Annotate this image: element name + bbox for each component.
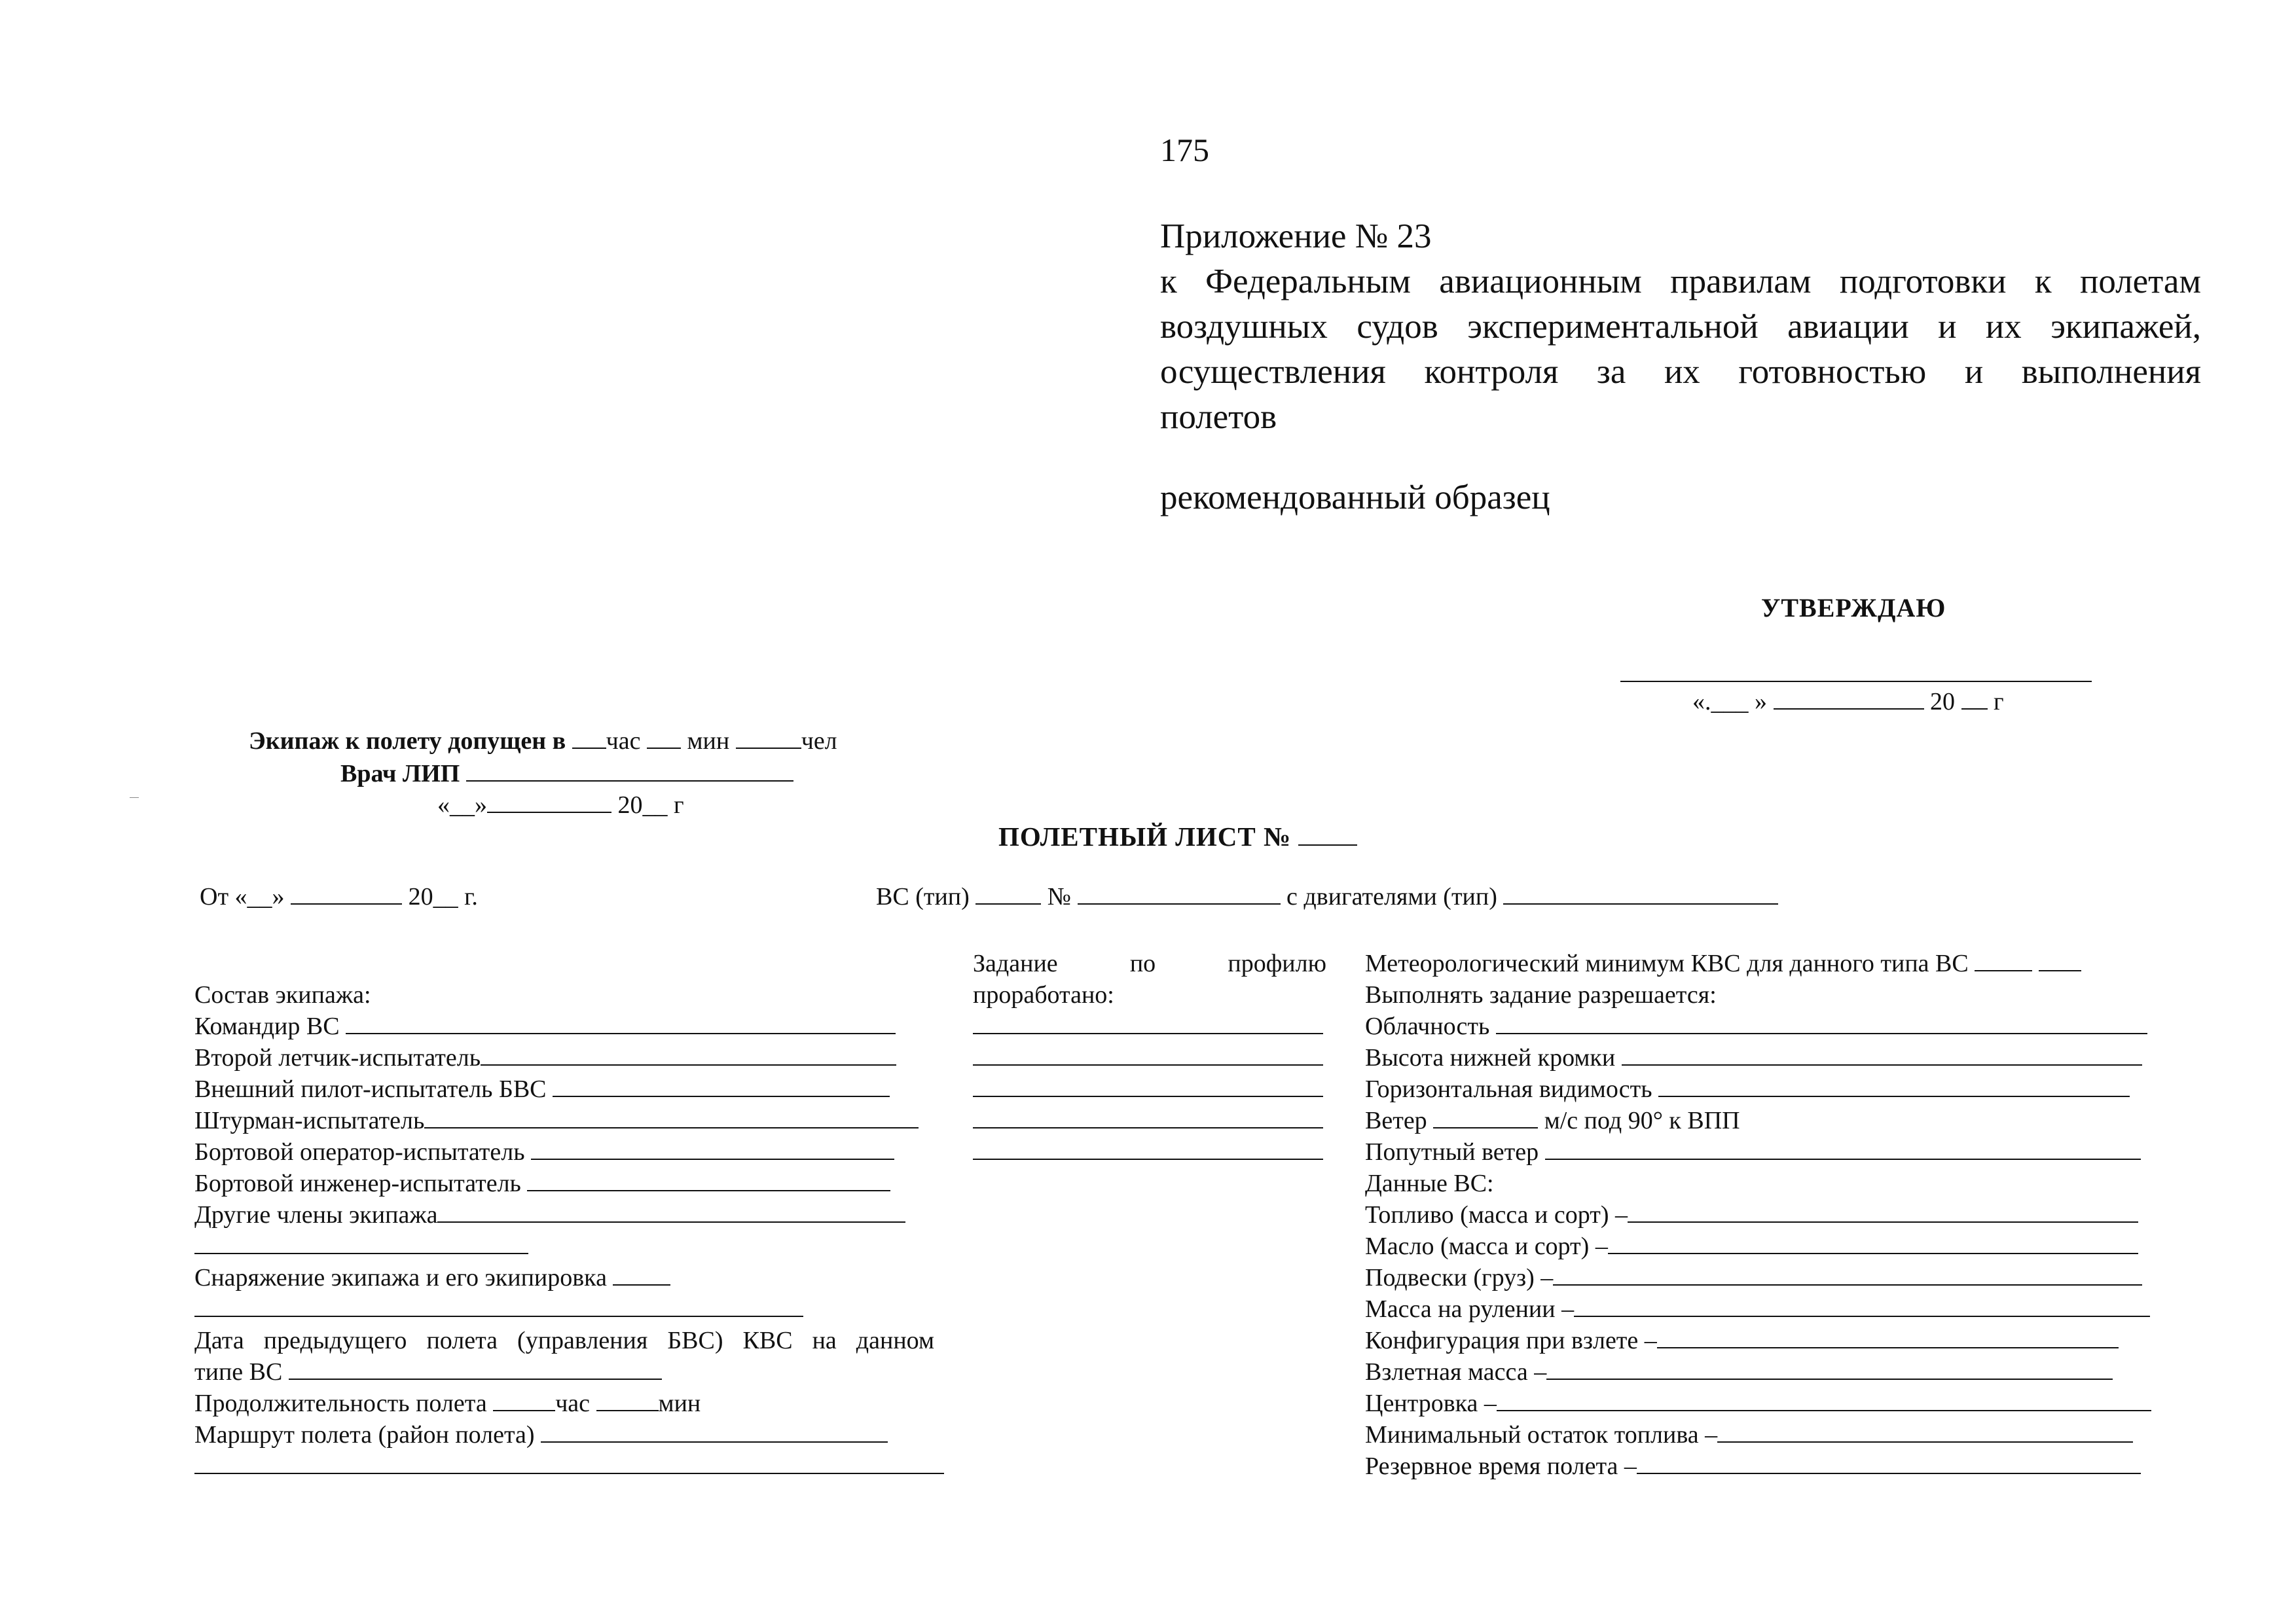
- crew-clearance: [249, 725, 837, 755]
- navigator-field[interactable]: [424, 1105, 919, 1128]
- doctor-date-suffix: г: [674, 791, 684, 819]
- crew-member-label: Штурман-испытатель: [194, 1107, 425, 1134]
- flight-sheet-title-text: ПОЛЕТНЫЙ ЛИСТ №: [998, 821, 1292, 852]
- doctor-month-field[interactable]: [487, 789, 611, 813]
- task-line-3: [973, 1074, 1326, 1105]
- taxi-mass-field[interactable]: [1574, 1293, 2150, 1317]
- wind-field[interactable]: [1433, 1105, 1538, 1128]
- reserve-time-label: Резервное время полета –: [1365, 1453, 1637, 1480]
- equipment-extra-line: [194, 1293, 947, 1325]
- annex-line-2: воздушных судов экспериментальной авиации и их экипажей,: [1160, 308, 2201, 346]
- min-fuel-label: Минимальный остаток топлива –: [1365, 1421, 1718, 1449]
- sheet-date-prefix: От «__»: [200, 883, 285, 911]
- engines-label: с двигателями (тип): [1286, 883, 1497, 911]
- crew-member-label: Второй летчик-испытатель: [194, 1044, 481, 1072]
- operator-field[interactable]: [531, 1136, 894, 1160]
- aircraft-number-label: №: [1047, 883, 1072, 911]
- minimum-row: [1365, 948, 2183, 979]
- oil-row: [1365, 1231, 2183, 1262]
- task-heading-row-2: [973, 979, 1326, 1011]
- task-field-3[interactable]: [973, 1074, 1323, 1097]
- task-field-4[interactable]: [973, 1105, 1323, 1128]
- doctor-label: Врач ЛИП: [340, 760, 460, 787]
- crew-extra-line: [194, 1231, 947, 1262]
- task-field-5[interactable]: [973, 1136, 1323, 1160]
- takeoff-mass-field[interactable]: [1546, 1356, 2113, 1380]
- crew-clearance-label: Экипаж к полету допущен в: [249, 727, 566, 755]
- payload-row: [1365, 1262, 2183, 1293]
- sheet-date-year: 20__: [408, 883, 458, 911]
- min-fuel-row: [1365, 1419, 2183, 1451]
- config-label: Конфигурация при взлете –: [1365, 1327, 1657, 1354]
- minimum-field-1[interactable]: [1975, 948, 2032, 971]
- config-field[interactable]: [1657, 1325, 2119, 1348]
- minimum-label: Метеорологический минимум КВС для данного типа ВС: [1365, 950, 1969, 977]
- duration-hour-field[interactable]: [493, 1388, 555, 1411]
- task-line-1: [973, 1011, 1326, 1042]
- previous-flight-label-2: типе ВС: [194, 1358, 283, 1386]
- previous-flight-field[interactable]: [289, 1356, 662, 1380]
- oil-field[interactable]: [1608, 1231, 2138, 1254]
- tailwind-label: Попутный ветер: [1365, 1138, 1539, 1166]
- annex-line-1: к Федеральным авиационным правилам подготовки к полетам: [1160, 262, 2201, 300]
- clearance-people-field[interactable]: [736, 725, 801, 749]
- doctor-signature-field[interactable]: [466, 758, 793, 782]
- crew-member-label: Бортовой инженер-испытатель: [194, 1170, 521, 1197]
- equipment-extra-field[interactable]: [194, 1293, 803, 1317]
- crew-column: [194, 979, 947, 1482]
- aircraft-type-field[interactable]: [975, 881, 1041, 905]
- approval-signature-line[interactable]: [1620, 681, 2092, 682]
- taxi-mass-label: Масса на рулении –: [1365, 1295, 1575, 1323]
- takeoff-mass-label: Взлетная масса –: [1365, 1358, 1547, 1386]
- task-heading: Задание по профилю: [973, 950, 1326, 977]
- flight-sheet-number-field[interactable]: [1298, 822, 1357, 846]
- takeoff-mass-row: [1365, 1356, 2183, 1388]
- payload-field[interactable]: [1553, 1262, 2142, 1286]
- clearance-hour-label: час: [606, 727, 641, 755]
- min-fuel-field[interactable]: [1717, 1419, 2133, 1443]
- margin-mark: [130, 797, 139, 798]
- doctor-signature: [340, 758, 793, 788]
- reserve-time-row: [1365, 1451, 2183, 1482]
- task-field-2[interactable]: [973, 1042, 1323, 1066]
- approval-date-day: «.___ »: [1692, 688, 1767, 715]
- sample-label: рекомендованный образец: [1160, 478, 1550, 516]
- task-heading-2: проработано:: [973, 981, 1114, 1009]
- doctor-date: [437, 789, 684, 820]
- task-line-2: [973, 1042, 1326, 1074]
- minimum-field-2[interactable]: [2039, 948, 2081, 971]
- aircraft-data-row: [1365, 1168, 2183, 1199]
- approval-date: [1692, 686, 2004, 716]
- visibility-label: Горизонтальная видимость: [1365, 1075, 1652, 1103]
- duration-label: Продолжительность полета: [194, 1390, 487, 1417]
- clouds-field[interactable]: [1496, 1011, 2147, 1034]
- doctor-date-day: «__»: [437, 791, 487, 819]
- second-pilot-field[interactable]: [481, 1042, 896, 1066]
- sheet-date-suffix: г.: [464, 883, 478, 911]
- previous-flight-row-2: [194, 1356, 947, 1388]
- duration-hour-label: час: [555, 1390, 591, 1417]
- route-row: [194, 1419, 947, 1451]
- crew-extra-field[interactable]: [194, 1231, 528, 1254]
- equipment-row: [194, 1262, 947, 1293]
- crew-member-external-pilot: [194, 1074, 947, 1105]
- others-field[interactable]: [437, 1199, 905, 1223]
- approval-date-suffix: г: [1994, 688, 2004, 715]
- crew-member-label: Командир ВС: [194, 1013, 340, 1040]
- task-heading-row: [973, 948, 1326, 979]
- clouds-row: [1365, 1011, 2183, 1042]
- config-row: [1365, 1325, 2183, 1356]
- aircraft-data-label: Данные ВС:: [1365, 1170, 1494, 1197]
- aircraft-type-label: ВС (тип): [876, 883, 970, 911]
- aircraft-row: [876, 881, 1778, 911]
- crew-member-label: Внешний пилот-испытатель БВС: [194, 1075, 547, 1103]
- wind-label: Ветер: [1365, 1107, 1427, 1134]
- crew-member-second-pilot: [194, 1042, 947, 1074]
- weather-column: [1365, 948, 2183, 1482]
- annex-line-4: полетов: [1160, 398, 1277, 436]
- commander-field[interactable]: [346, 1011, 896, 1034]
- crew-member-commander: [194, 1011, 947, 1042]
- task-field-1[interactable]: [973, 1011, 1323, 1034]
- crew-member-others: [194, 1199, 947, 1231]
- sheet-month-field[interactable]: [291, 881, 402, 905]
- annex-title: Приложение № 23: [1160, 217, 1432, 255]
- aircraft-number-field[interactable]: [1078, 881, 1281, 905]
- clearance-hour-field[interactable]: [572, 725, 606, 749]
- route-field[interactable]: [541, 1419, 888, 1443]
- duration-min-label: мин: [658, 1390, 701, 1417]
- cloud-base-row: [1365, 1042, 2183, 1074]
- clearance-minute-field[interactable]: [647, 725, 681, 749]
- equipment-label: Снаряжение экипажа и его экипировка: [194, 1264, 607, 1291]
- cg-row: [1365, 1388, 2183, 1419]
- cloud-base-field[interactable]: [1622, 1042, 2142, 1066]
- annex-header: [1160, 214, 2201, 440]
- sheet-date-row: [200, 881, 478, 911]
- duration-row: [194, 1388, 947, 1419]
- reserve-time-field[interactable]: [1637, 1451, 2141, 1474]
- visibility-row: [1365, 1074, 2183, 1105]
- crew-member-operator: [194, 1136, 947, 1168]
- approval-month-field[interactable]: [1774, 686, 1924, 710]
- wind-suffix: м/с под 90° к ВПП: [1544, 1107, 1740, 1134]
- clearance-people-label: чел: [801, 727, 837, 755]
- oil-label: Масло (масса и сорт) –: [1365, 1233, 1608, 1260]
- approval-date-year: 20: [1930, 688, 1955, 715]
- route-extra-line: [194, 1451, 947, 1482]
- fuel-label: Топливо (масса и сорт) –: [1365, 1201, 1628, 1229]
- annex-line-3: осуществления контроля за их готовностью и выполнения: [1160, 353, 2201, 391]
- crew-heading: Состав экипажа:: [194, 981, 371, 1009]
- crew-member-label: Другие члены экипажа: [194, 1201, 438, 1229]
- external-pilot-field[interactable]: [553, 1074, 890, 1097]
- crew-member-engineer: [194, 1168, 947, 1199]
- route-extra-field[interactable]: [194, 1451, 944, 1474]
- tailwind-row: [1365, 1136, 2183, 1168]
- task-line-4: [973, 1105, 1326, 1136]
- fuel-field[interactable]: [1628, 1199, 2138, 1223]
- crew-member-label: Бортовой оператор-испытатель: [194, 1138, 525, 1166]
- page-number: 175: [1160, 132, 1209, 168]
- equipment-field[interactable]: [613, 1262, 670, 1286]
- tailwind-field[interactable]: [1545, 1136, 2141, 1160]
- clearance-minute-label: мин: [687, 727, 730, 755]
- payload-label: Подвески (груз) –: [1365, 1264, 1554, 1291]
- doctor-date-year: 20__: [617, 791, 668, 819]
- wind-row: [1365, 1105, 2183, 1136]
- clouds-label: Облачность: [1365, 1013, 1490, 1040]
- cg-field[interactable]: [1497, 1388, 2151, 1411]
- crew-member-navigator: [194, 1105, 947, 1136]
- cloud-base-label: Высота нижней кромки: [1365, 1044, 1616, 1072]
- task-column: [973, 948, 1326, 1168]
- task-line-5: [973, 1136, 1326, 1168]
- taxi-mass-row: [1365, 1293, 2183, 1325]
- engines-field[interactable]: [1503, 881, 1778, 905]
- approval-year-field[interactable]: [1961, 686, 1988, 710]
- cg-label: Центровка –: [1365, 1390, 1497, 1417]
- permitted-label: Выполнять задание разрешается:: [1365, 981, 1717, 1009]
- visibility-field[interactable]: [1658, 1074, 2130, 1097]
- previous-flight-row: [194, 1325, 947, 1356]
- previous-flight-label: Дата предыдущего полета (управления БВС) КВС на данном: [194, 1327, 934, 1354]
- approval-title: УТВЕРЖДАЮ: [1761, 593, 1946, 623]
- duration-min-field[interactable]: [596, 1388, 659, 1411]
- engineer-field[interactable]: [527, 1168, 890, 1191]
- permitted-row: [1365, 979, 2183, 1011]
- flight-sheet-title: [998, 821, 1357, 852]
- route-label: Маршрут полета (район полета): [194, 1421, 535, 1449]
- fuel-row: [1365, 1199, 2183, 1231]
